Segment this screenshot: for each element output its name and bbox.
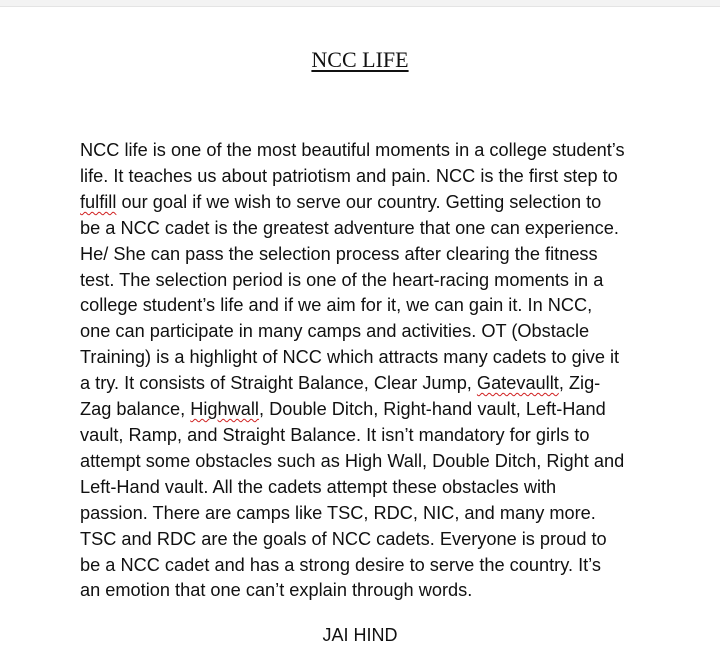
top-border-strip xyxy=(0,0,720,7)
text-line: Left-Hand vault. All the cadets attempt these obstacles with xyxy=(80,476,557,497)
text-line: Training) is a highlight of NCC which attracts many cadets to give it xyxy=(80,347,620,368)
text-line xyxy=(80,397,655,423)
text-line: TSC and RDC are the goals of NCC cadets. Everyone is proud to xyxy=(80,528,607,549)
text-line: He/ She can pass the selection process after clearing the fitness xyxy=(80,243,598,264)
closing-line: JAI HIND xyxy=(322,625,398,645)
misspelled-word: Gatevaullt xyxy=(476,373,559,394)
body-paragraph xyxy=(80,138,655,604)
text-line: an emotion that one can’t explain through words. xyxy=(80,580,473,601)
text-line: attempt some obstacles such as High Wall, Double Ditch, Right and xyxy=(80,450,625,471)
text-segment: a try. It consists of Straight Balance, Clear Jump, xyxy=(80,373,477,394)
text-line: one can participate in many camps and activities. OT (Obstacle xyxy=(80,321,590,342)
text-line: be a NCC cadet is the greatest adventure that one can experience. xyxy=(80,217,619,238)
text-line xyxy=(80,371,655,397)
document-page xyxy=(0,7,720,670)
text-line: life. It teaches us about patriotism and pain. NCC is the first step to xyxy=(80,165,618,186)
text-line: NCC life is one of the most beautiful moments in a college student’s xyxy=(80,140,625,160)
text-segment: Zag balance, xyxy=(80,399,191,420)
text-segment: , Zig- xyxy=(558,373,601,394)
text-line: college student’s life and if we aim for it, we can gain it. In NCC, xyxy=(80,295,593,316)
text-line: vault, Ramp, and Straight Balance. It isn’t mandatory for girls to xyxy=(80,424,590,445)
misspelled-word: Highwall xyxy=(190,399,259,420)
text-segment: our goal if we wish to serve our country. Getting selection to xyxy=(116,191,602,212)
text-line: be a NCC cadet and has a strong desire to serve the country. It’s xyxy=(80,554,601,575)
misspelled-word: fulfill xyxy=(80,191,117,212)
text-line: test. The selection period is one of the heart-racing moments in a xyxy=(80,269,604,290)
document-title: NCC LIFE xyxy=(311,47,409,72)
text-line xyxy=(80,190,655,216)
text-line: passion. There are camps like TSC, RDC, NIC, and many more. xyxy=(80,502,596,523)
text-segment: , Double Ditch, Right-hand vault, Left-Hand xyxy=(258,399,606,420)
